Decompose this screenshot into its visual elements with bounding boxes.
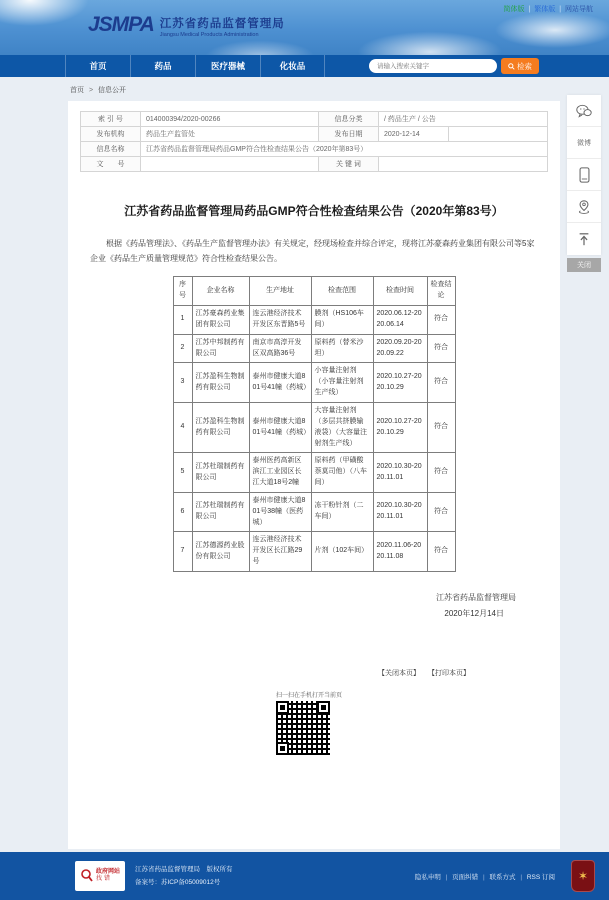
mobile-version-button[interactable] <box>567 159 601 191</box>
nav-item-cosmetics[interactable]: 化妆品 <box>260 55 325 77</box>
footer-separator: | <box>520 873 523 881</box>
meta-label-keyword: 关 键 词 <box>319 157 379 172</box>
table-cell: 符合 <box>427 492 455 532</box>
meta-value-name: 江苏省药品监督管理局药品GMP符合性检查结果公告（2020年第83号） <box>141 142 548 157</box>
link-sitemap[interactable]: 网站导航 <box>565 6 593 13</box>
table-cell: 小容量注射剂（小容量注射剂生产线） <box>311 363 373 403</box>
topbar-separator: | <box>559 6 562 13</box>
results-header-row <box>173 277 455 306</box>
table-cell: 符合 <box>427 453 455 493</box>
meta-value-pubdate: 2020-12-14 <box>379 127 449 142</box>
search-bar <box>369 58 539 74</box>
signature-date: 2020年12月14日 <box>444 608 504 618</box>
search-button[interactable] <box>501 58 539 74</box>
weibo-label: 微博 <box>577 139 591 147</box>
topbar-links <box>504 4 593 14</box>
close-page-button[interactable]: 【关闭本页】 <box>378 669 421 677</box>
footer-link-contact[interactable]: 联系方式 <box>489 873 516 881</box>
footer-link-rss[interactable]: RSS 订阅 <box>526 873 555 881</box>
site-title-en: Jiangsu Medical Products Administration <box>159 32 259 38</box>
table-cell: 原料药（替米沙坦） <box>311 334 373 363</box>
col-header-address: 生产地址 <box>249 277 311 306</box>
logo-acronym: JSMPA <box>88 13 154 36</box>
gov-badge-line1: 政府网站 <box>95 868 120 875</box>
table-cell: 2020.10.30-2020.11.01 <box>373 492 427 532</box>
logo-names <box>160 13 285 38</box>
article-signature <box>80 590 548 622</box>
table-row <box>173 363 455 403</box>
meta-value-agency: 药品生产监管处 <box>141 127 319 142</box>
footer <box>0 852 609 900</box>
col-header-time: 检查时间 <box>373 277 427 306</box>
table-cell: 连云港经济技术开发区东晋路5号 <box>249 306 311 335</box>
table-cell: 江苏盈科生物制药有限公司 <box>192 363 249 403</box>
table-cell: 4 <box>173 402 192 452</box>
floating-toolbar <box>567 95 601 272</box>
breadcrumb-current: 信息公开 <box>98 87 126 94</box>
table-cell: 片剂（102车间） <box>311 532 373 572</box>
signature-org: 江苏省药品监督管理局 <box>436 592 516 602</box>
table-row <box>173 402 455 452</box>
col-header-seq: 序号 <box>173 277 192 306</box>
weibo-share-button[interactable] <box>567 127 601 159</box>
content-card <box>68 101 560 849</box>
table-cell: 膜剂（HS106车间） <box>311 306 373 335</box>
mobile-icon <box>579 167 590 183</box>
nav-items <box>65 55 325 77</box>
table-cell: 1 <box>173 306 192 335</box>
qr-block <box>276 690 346 755</box>
floating-toolbar-box <box>567 95 601 255</box>
table-cell: 2 <box>173 334 192 363</box>
table-cell: 泰州市健康大道801号38幢（医药城） <box>249 492 311 532</box>
icp-line: 备案号：苏ICP备05009012号 <box>135 879 221 886</box>
table-cell: 江苏盈科生物制药有限公司 <box>192 402 249 452</box>
table-cell: 江苏中邦制药有限公司 <box>192 334 249 363</box>
gov-badge-line2: 找错 <box>95 876 112 882</box>
table-cell: 7 <box>173 532 192 572</box>
table-cell: 泰州医药高新区滨江工业园区长江大道18号2幢 <box>249 453 311 493</box>
table-cell: 2020.10.27-2020.10.29 <box>373 402 427 452</box>
footer-links <box>415 872 555 881</box>
site-title-zh: 江苏省药品监督管理局 <box>159 18 285 30</box>
col-header-company: 企业名称 <box>192 277 249 306</box>
table-cell: 原料药（甲磺酸萘莫司他）（八车间） <box>311 453 373 493</box>
table-cell: 泰州市健康大道801号41幢（药城） <box>249 402 311 452</box>
qr-code <box>276 701 330 755</box>
meta-table <box>80 111 548 172</box>
col-header-scope: 检查范围 <box>311 277 373 306</box>
meta-cell-empty <box>449 127 548 142</box>
topbar-separator: | <box>528 6 531 13</box>
table-cell: 江苏杜瑞制药有限公司 <box>192 453 249 493</box>
table-cell: 2020.06.12-2020.06.14 <box>373 306 427 335</box>
table-cell: 2020.11.06-2020.11.08 <box>373 532 427 572</box>
results-table-body <box>173 306 455 572</box>
table-row <box>173 492 455 532</box>
site-logo[interactable] <box>88 13 285 38</box>
meta-label-category: 信息分类 <box>319 112 379 127</box>
meta-label-docno: 文 号 <box>81 157 141 172</box>
gov-badge-magnifier-icon <box>80 868 94 884</box>
table-cell: 冻干粉针剂（二车间） <box>311 492 373 532</box>
meta-label-pubdate: 发布日期 <box>319 127 379 142</box>
gov-agency-emblem-icon: ✶ <box>571 860 595 892</box>
table-cell: 符合 <box>427 306 455 335</box>
meta-value-index: 014000394/2020-00266 <box>141 112 319 127</box>
gov-badge-texts <box>96 869 120 883</box>
location-icon <box>577 199 591 214</box>
print-page-button[interactable]: 【打印本页】 <box>428 669 470 677</box>
meta-label-agency: 发布机构 <box>81 127 141 142</box>
location-button[interactable] <box>567 191 601 223</box>
table-cell: 3 <box>173 363 192 403</box>
meta-row <box>81 157 548 172</box>
table-cell: 大容量注射剂（多层共挤膜输液袋）（大容量注射剂生产线） <box>311 402 373 452</box>
search-button-label: 检索 <box>517 61 532 71</box>
back-to-top-icon <box>577 232 591 247</box>
wechat-icon <box>576 104 592 118</box>
footer-link-privacy[interactable]: 隐私申明 <box>414 873 441 881</box>
gov-error-report-badge[interactable] <box>75 861 125 891</box>
meta-value-keyword <box>379 157 548 172</box>
qr-finder-pattern <box>276 701 289 714</box>
meta-row <box>81 142 548 157</box>
table-cell: 江苏豪森药业集团有限公司 <box>192 306 249 335</box>
meta-value-category: / 药品生产 / 公告 <box>379 112 548 127</box>
meta-label-index: 索 引 号 <box>81 112 141 127</box>
meta-row <box>81 112 548 127</box>
qr-finder-pattern <box>317 701 330 714</box>
qr-caption: 扫一扫在手机打开当前页 <box>276 692 343 699</box>
table-cell: 江苏德源药业股份有限公司 <box>192 532 249 572</box>
meta-value-docno <box>141 157 319 172</box>
table-cell: 2020.10.30-2020.11.01 <box>373 453 427 493</box>
results-table <box>173 276 456 572</box>
breadcrumb-home[interactable]: 首页 <box>70 87 84 94</box>
nav-item-drugs[interactable]: 药品 <box>130 55 195 77</box>
toolbar-close-button[interactable]: 关闭 <box>567 258 601 272</box>
link-traditional[interactable]: 繁体版 <box>534 6 556 13</box>
nav-item-home[interactable]: 首页 <box>65 55 130 77</box>
breadcrumb-separator: > <box>88 87 94 94</box>
table-cell: 符合 <box>427 402 455 452</box>
table-cell: 南京市高淳开发区双高路36号 <box>249 334 311 363</box>
table-cell: 5 <box>173 453 192 493</box>
table-cell: 2020.09.20-2020.09.22 <box>373 334 427 363</box>
header-banner <box>0 0 609 55</box>
back-to-top-button[interactable] <box>567 223 601 255</box>
footer-separator: | <box>445 873 448 881</box>
page-title: 江苏省药品监督管理局药品GMP符合性检查结果公告（2020年第83号） <box>124 204 504 218</box>
table-row <box>173 334 455 363</box>
breadcrumb <box>0 77 609 101</box>
table-cell: 符合 <box>427 363 455 403</box>
table-row <box>173 532 455 572</box>
qr-finder-pattern <box>276 742 289 755</box>
table-cell: 符合 <box>427 334 455 363</box>
meta-label-name: 信息名称 <box>81 142 141 157</box>
footer-separator: | <box>482 873 485 881</box>
col-header-conclusion: 检查结论 <box>427 277 455 306</box>
table-cell: 江苏杜瑞制药有限公司 <box>192 492 249 532</box>
table-cell: 泰州市健康大道801号41幢（药城） <box>249 363 311 403</box>
copyright-line: 江苏省药品监督管理局 版权所有 <box>135 866 233 873</box>
meta-row <box>81 127 548 142</box>
footer-copyright <box>135 863 233 889</box>
footer-link-correction[interactable]: 页面纠错 <box>452 873 479 881</box>
link-simplified[interactable]: 简体版 <box>503 6 525 13</box>
page-actions <box>80 668 548 678</box>
table-cell: 符合 <box>427 532 455 572</box>
search-input[interactable] <box>369 59 497 73</box>
nav-item-devices[interactable]: 医疗器械 <box>195 55 260 77</box>
table-row <box>173 306 455 335</box>
table-cell: 6 <box>173 492 192 532</box>
table-row <box>173 453 455 493</box>
article-paragraph: 根据《药品管理法》、《药品生产监督管理办法》有关规定，经现场检查并综合评定，现将江苏豪森药业集团有限公司等5家企业《药品生产质量管理规范》符合性检查结果公告。 <box>90 239 535 264</box>
search-icon <box>508 63 515 70</box>
table-cell: 2020.10.27-2020.10.29 <box>373 363 427 403</box>
table-cell: 连云港经济技术开发区长江路29号 <box>249 532 311 572</box>
wechat-share-button[interactable] <box>567 95 601 127</box>
main-nav <box>0 55 609 77</box>
